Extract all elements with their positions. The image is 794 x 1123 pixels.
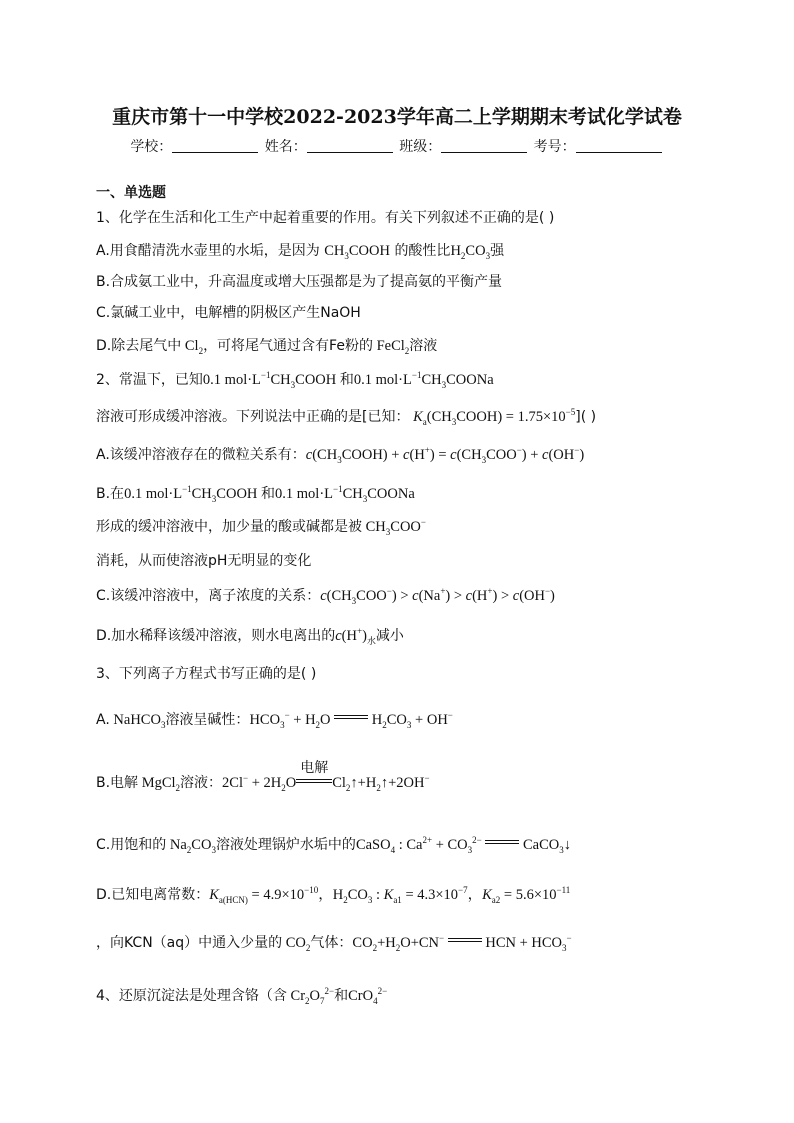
formula: NaHCO$_3$ <box>109 712 166 730</box>
q2-option-c: C.该缓冲溶液中，离子浓度的关系：$c(CH_3COO^-) > c(Na^+) > c(H^+) > c(OH^-)$ <box>96 586 555 606</box>
school-blank[interactable] <box>172 138 258 153</box>
q1-option-b: B.合成氨工业中，升高温度或增大压强都是为了提高氨的平衡产量 <box>96 274 503 290</box>
q3-option-d-line2: ，向KCN（aq）中通入少量的 $CO_2$气体：$CO_2+H_2O+CN^-$ HCN + $HCO_3^-$ <box>96 933 572 953</box>
formula: $CH_3COOH$ <box>324 243 390 261</box>
formula: 0.1 $mol\cdot L^{-1}CH_3COOH$ <box>124 484 262 504</box>
formula: $H_2CO_3$ <box>450 243 491 261</box>
class-blank[interactable] <box>441 138 527 153</box>
section-heading: 一、单选题 <box>96 185 166 201</box>
q1-option-d: D.除去尾气中 $Cl_2$，可将尾气通过含有Fe粉的 FeCl$_2$溶液 <box>96 338 438 356</box>
q2-option-b-line2: 形成的缓冲溶液中，加少量的酸或碱都是被 $CH_3COO^-$ <box>96 517 426 537</box>
formula: 0.1 $mol\cdot L^{-1}CH_3COONa$ <box>275 484 415 504</box>
number-blank[interactable] <box>576 138 662 153</box>
q1-stem: 1、化学在生活和化工生产中起着重要的作用。有关下列叙述不正确的是( ) <box>96 210 555 226</box>
formula: FeCl$_2$ <box>372 338 410 356</box>
q2-stem-line2: 溶液可形成缓冲溶液。下列说法中正确的是[已知： $K_a(CH_3COOH) = 1.75\times 10^{-5}$]( ) <box>96 407 597 427</box>
formula: $2Cl^- + 2H_2O$ <box>222 773 297 793</box>
q2-option-b-line3: 消耗，从而使溶液pH无明显的变化 <box>96 553 312 569</box>
formula: $K_a(CH_3COOH) = 1.75\times 10^{-5}$ <box>413 407 576 427</box>
formula: $c(CH_3COOH) + c(H^+) = c(CH_3COO^-) + c(OH^-)$ <box>305 445 585 465</box>
formula: $c(CH_3COO^-) > c(Na^+) > c(H^+) > c(OH^-)$ <box>320 586 555 606</box>
formula: $CO_2$ <box>282 935 311 953</box>
formula: $c(H^+)_水$ <box>335 626 376 646</box>
q3-stem: 3、下列离子方程式书写正确的是( ) <box>96 666 317 682</box>
q2-option-b: B.在0.1 $mol\cdot L^{-1}CH_3COOH$ 和0.1 $mol\cdot L^{-1}CH_3COONa$ <box>96 484 415 504</box>
name-label: 姓名： <box>264 139 307 155</box>
q3-option-b: B.电解 MgCl$_2$溶液：$2Cl^- + 2H_2O$ 电解 $Cl_2↑+H_2↑+2OH^-$ <box>96 760 430 793</box>
formula: $CO_2+H_2O+CN^-$ HCN + $HCO_3^-$ <box>352 933 572 953</box>
name-blank[interactable] <box>307 138 393 153</box>
formula: 0.1 $mol\cdot L^{-1}CH_3COOH$ <box>202 370 340 390</box>
formula: $Cl_2↑+H_2↑+2OH^-$ <box>332 773 430 793</box>
electrolysis-condition: 电解 <box>296 777 332 787</box>
q2-option-d: D.加水稀释该缓冲溶液，则水电离出的$c(H^+)_水$减小 <box>96 626 404 646</box>
exam-title: 重庆市第十一中学校2022-2023学年高二上学期期末考试化学试卷 <box>112 106 682 128</box>
q3-option-a: A. NaHCO$_3$溶液呈碱性：$HCO_3^- + H_2O$ $H_2CO_3 + OH^-$ <box>96 710 453 730</box>
number-label: 考号： <box>533 139 576 155</box>
formula: $Na_2CO_3$ <box>166 837 216 855</box>
formula: 0.1 $mol\cdot L^{-1}CH_3COONa$ <box>353 370 494 390</box>
formula: $Cl_2$ <box>181 338 204 356</box>
q2-option-a: A.该缓冲溶液存在的微粒关系有：$c(CH_3COOH) + c(H^+) = c(CH_3COO^-) + c(OH^-)$ <box>96 445 585 465</box>
class-label: 班级： <box>399 139 442 155</box>
formula: $Cr_2O_7^{2-}$ <box>286 986 335 1006</box>
q1-option-a: A.用食醋清洗水壶里的水垢，是因为 $CH_3COOH$ 的酸性比$H_2CO_3$强 <box>96 243 505 261</box>
formula: MgCl$_2$ <box>138 775 181 793</box>
school-label: 学校： <box>130 139 173 155</box>
student-info-row <box>0 136 794 156</box>
formula: CrO$_4^{2-}$ <box>348 986 388 1006</box>
q2-stem: 2、常温下，已知0.1 $mol\cdot L^{-1}CH_3COOH$ 和0.1 $mol\cdot L^{-1}CH_3COONa$ <box>96 370 494 390</box>
formula: $HCO_3^- + H_2O$ $H_2CO_3 + OH^-$ <box>249 710 453 730</box>
q3-option-d: D.已知电离常数：$K_{a(HCN)} = 4.9\times 10^{-10}$，$H_2CO_3$ : $K_{a1} = 4.3\times 10^{-7}$，$K_{a2} = 5.6\times 10^{-11}$ <box>96 885 571 905</box>
formula: CaSO$_4$ : $Ca^{2+} + CO_3^{2-}$ CaCO$_3$↓ <box>355 835 571 855</box>
formula: $CH_3COO^-$ <box>362 517 426 537</box>
q3-option-c: C.用饱和的 $Na_2CO_3$溶液处理锅炉水垢中的CaSO$_4$ : $Ca^{2+} + CO_3^{2-}$ CaCO$_3$↓ <box>96 835 571 855</box>
formula: $K_{a(HCN)} = 4.9\times 10^{-10}$，$H_2CO_3$ : $K_{a1} = 4.3\times 10^{-7}$，$K_{a2} = 5.6\times 10^{-11}$ <box>209 885 571 905</box>
q1-option-c: C.氯碱工业中，电解槽的阴极区产生NaOH <box>96 305 361 321</box>
q4-stem: 4、还原沉淀法是处理含铬（含 $Cr_2O_7^{2-}$和CrO$_4^{2-}$ <box>96 986 388 1006</box>
